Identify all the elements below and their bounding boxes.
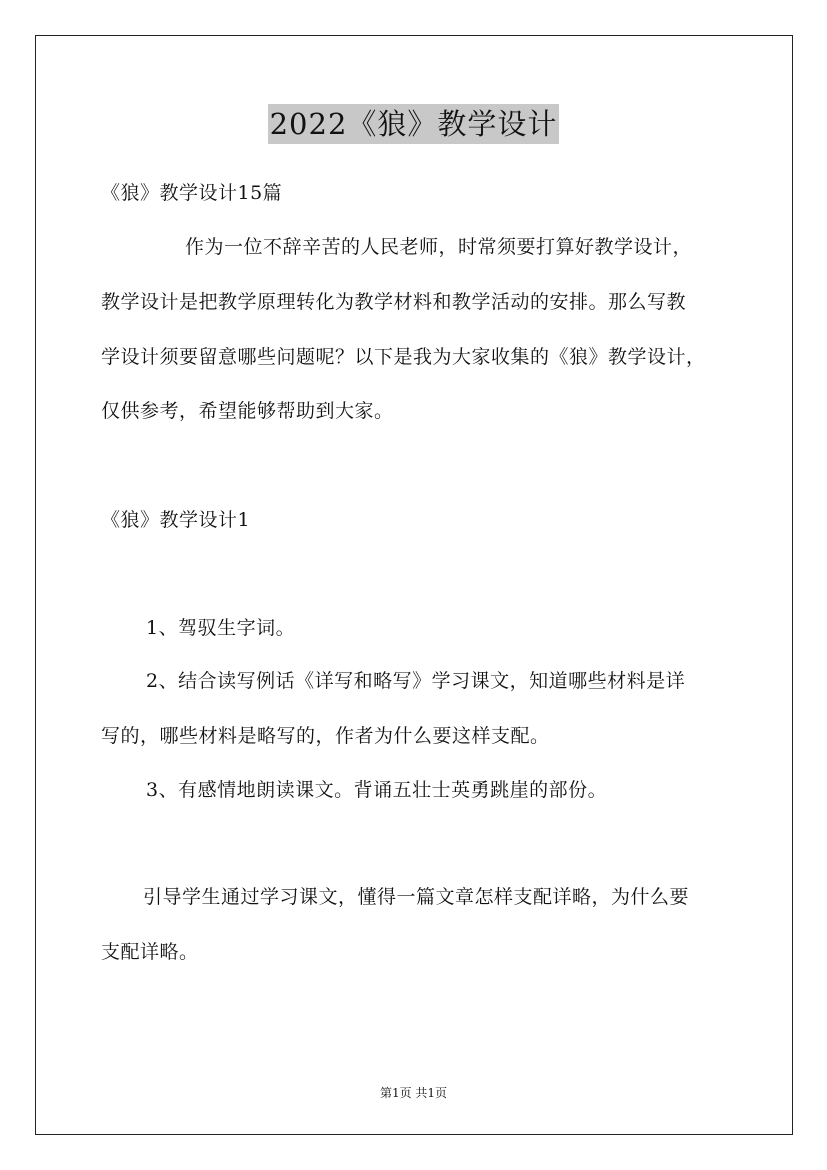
item-line-2: 2、结合读写例话《详写和略写》学习课文，知道哪些材料是详 — [146, 670, 686, 692]
intro-line-3: 学设计须要留意哪些问题呢？以下是我为大家收集的《狼》教学设计， — [101, 346, 706, 368]
closing-line-1: 引导学生通过学习课文，懂得一篇文章怎样支配详略，为什么要 — [143, 886, 690, 908]
closing-line-2: 支配详略。 — [101, 941, 199, 963]
item-line-1: 1、驾驭生字词。 — [146, 617, 296, 639]
intro-line-4: 仅供参考，希望能够帮助到大家。 — [101, 400, 394, 422]
item-line-4: 3、有感情地朗读课文。背诵五壮士英勇跳崖的部份。 — [146, 779, 608, 801]
document-title-text: 2022《狼》教学设计 — [268, 104, 560, 144]
item-line-3: 写的，哪些材料是略写的，作者为什么要这样支配。 — [101, 725, 550, 747]
document-title — [0, 104, 827, 144]
document-subtitle: 《狼》教学设计15篇 — [101, 182, 283, 204]
intro-line-1: 作为一位不辞辛苦的人民老师，时常须要打算好教学设计， — [185, 236, 693, 258]
section-heading: 《狼》教学设计1 — [101, 509, 251, 531]
page-footer: 第1页 共1页 — [379, 1086, 448, 1100]
intro-line-2: 教学设计是把教学原理转化为教学材料和教学活动的安排。那么写教 — [101, 291, 687, 313]
